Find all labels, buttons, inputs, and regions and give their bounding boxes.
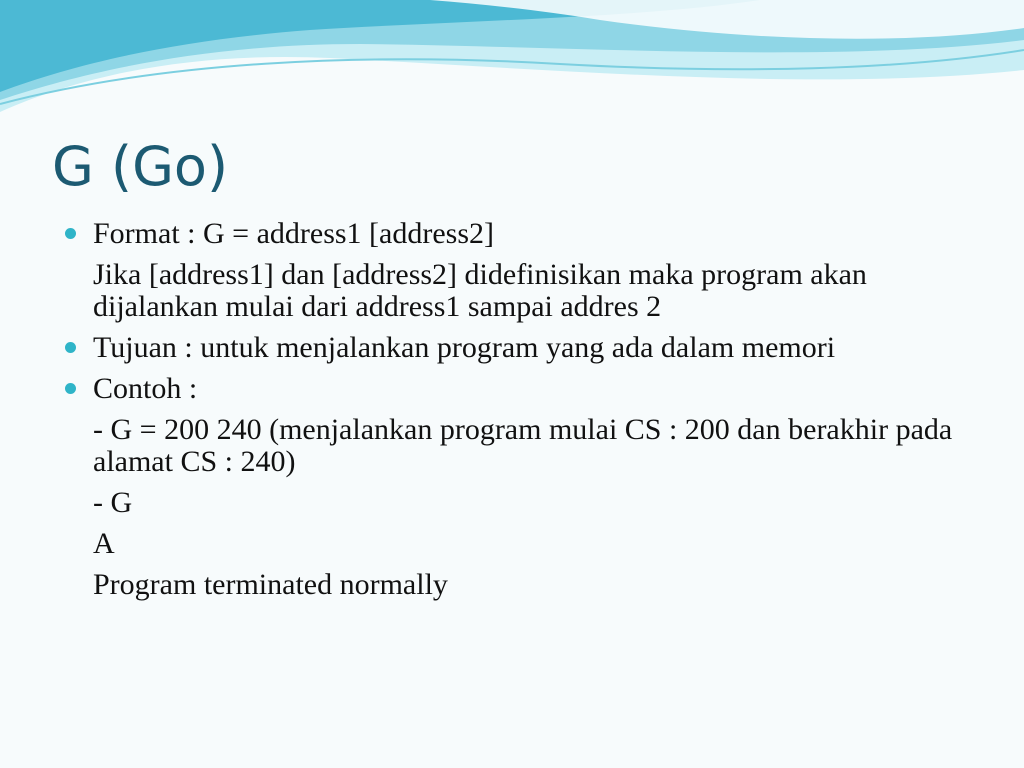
bullet-dot-icon <box>65 383 76 394</box>
bullet-item <box>64 332 964 364</box>
body-text-line: - G = 200 240 (menjalankan program mulai CS : 200 dan berakhir pada alamat CS : 240) <box>93 413 953 478</box>
body-text-line: Jika [address1] dan [address2] didefinisikan maka program akan dijalankan mulai dari address1 sampai addres 2 <box>93 258 867 323</box>
body-text-line: Program terminated normally <box>93 568 448 601</box>
bullet-item <box>64 373 964 405</box>
bullet-item <box>64 218 964 250</box>
body-text-line: A <box>93 527 115 560</box>
bullet-text: Format : G = address1 [address2] <box>93 217 495 250</box>
bullet-dot-icon <box>65 342 76 353</box>
slide-content <box>64 218 964 601</box>
body-text-line: - G <box>93 486 133 519</box>
bullet-dot-icon <box>65 228 76 239</box>
slide-title: G (Go) <box>52 135 229 198</box>
bullet-text: Contoh : <box>93 372 198 405</box>
header-wave-decoration <box>0 0 1024 120</box>
bullet-text: Tujuan : untuk menjalankan program yang ada dalam memori <box>93 331 836 364</box>
